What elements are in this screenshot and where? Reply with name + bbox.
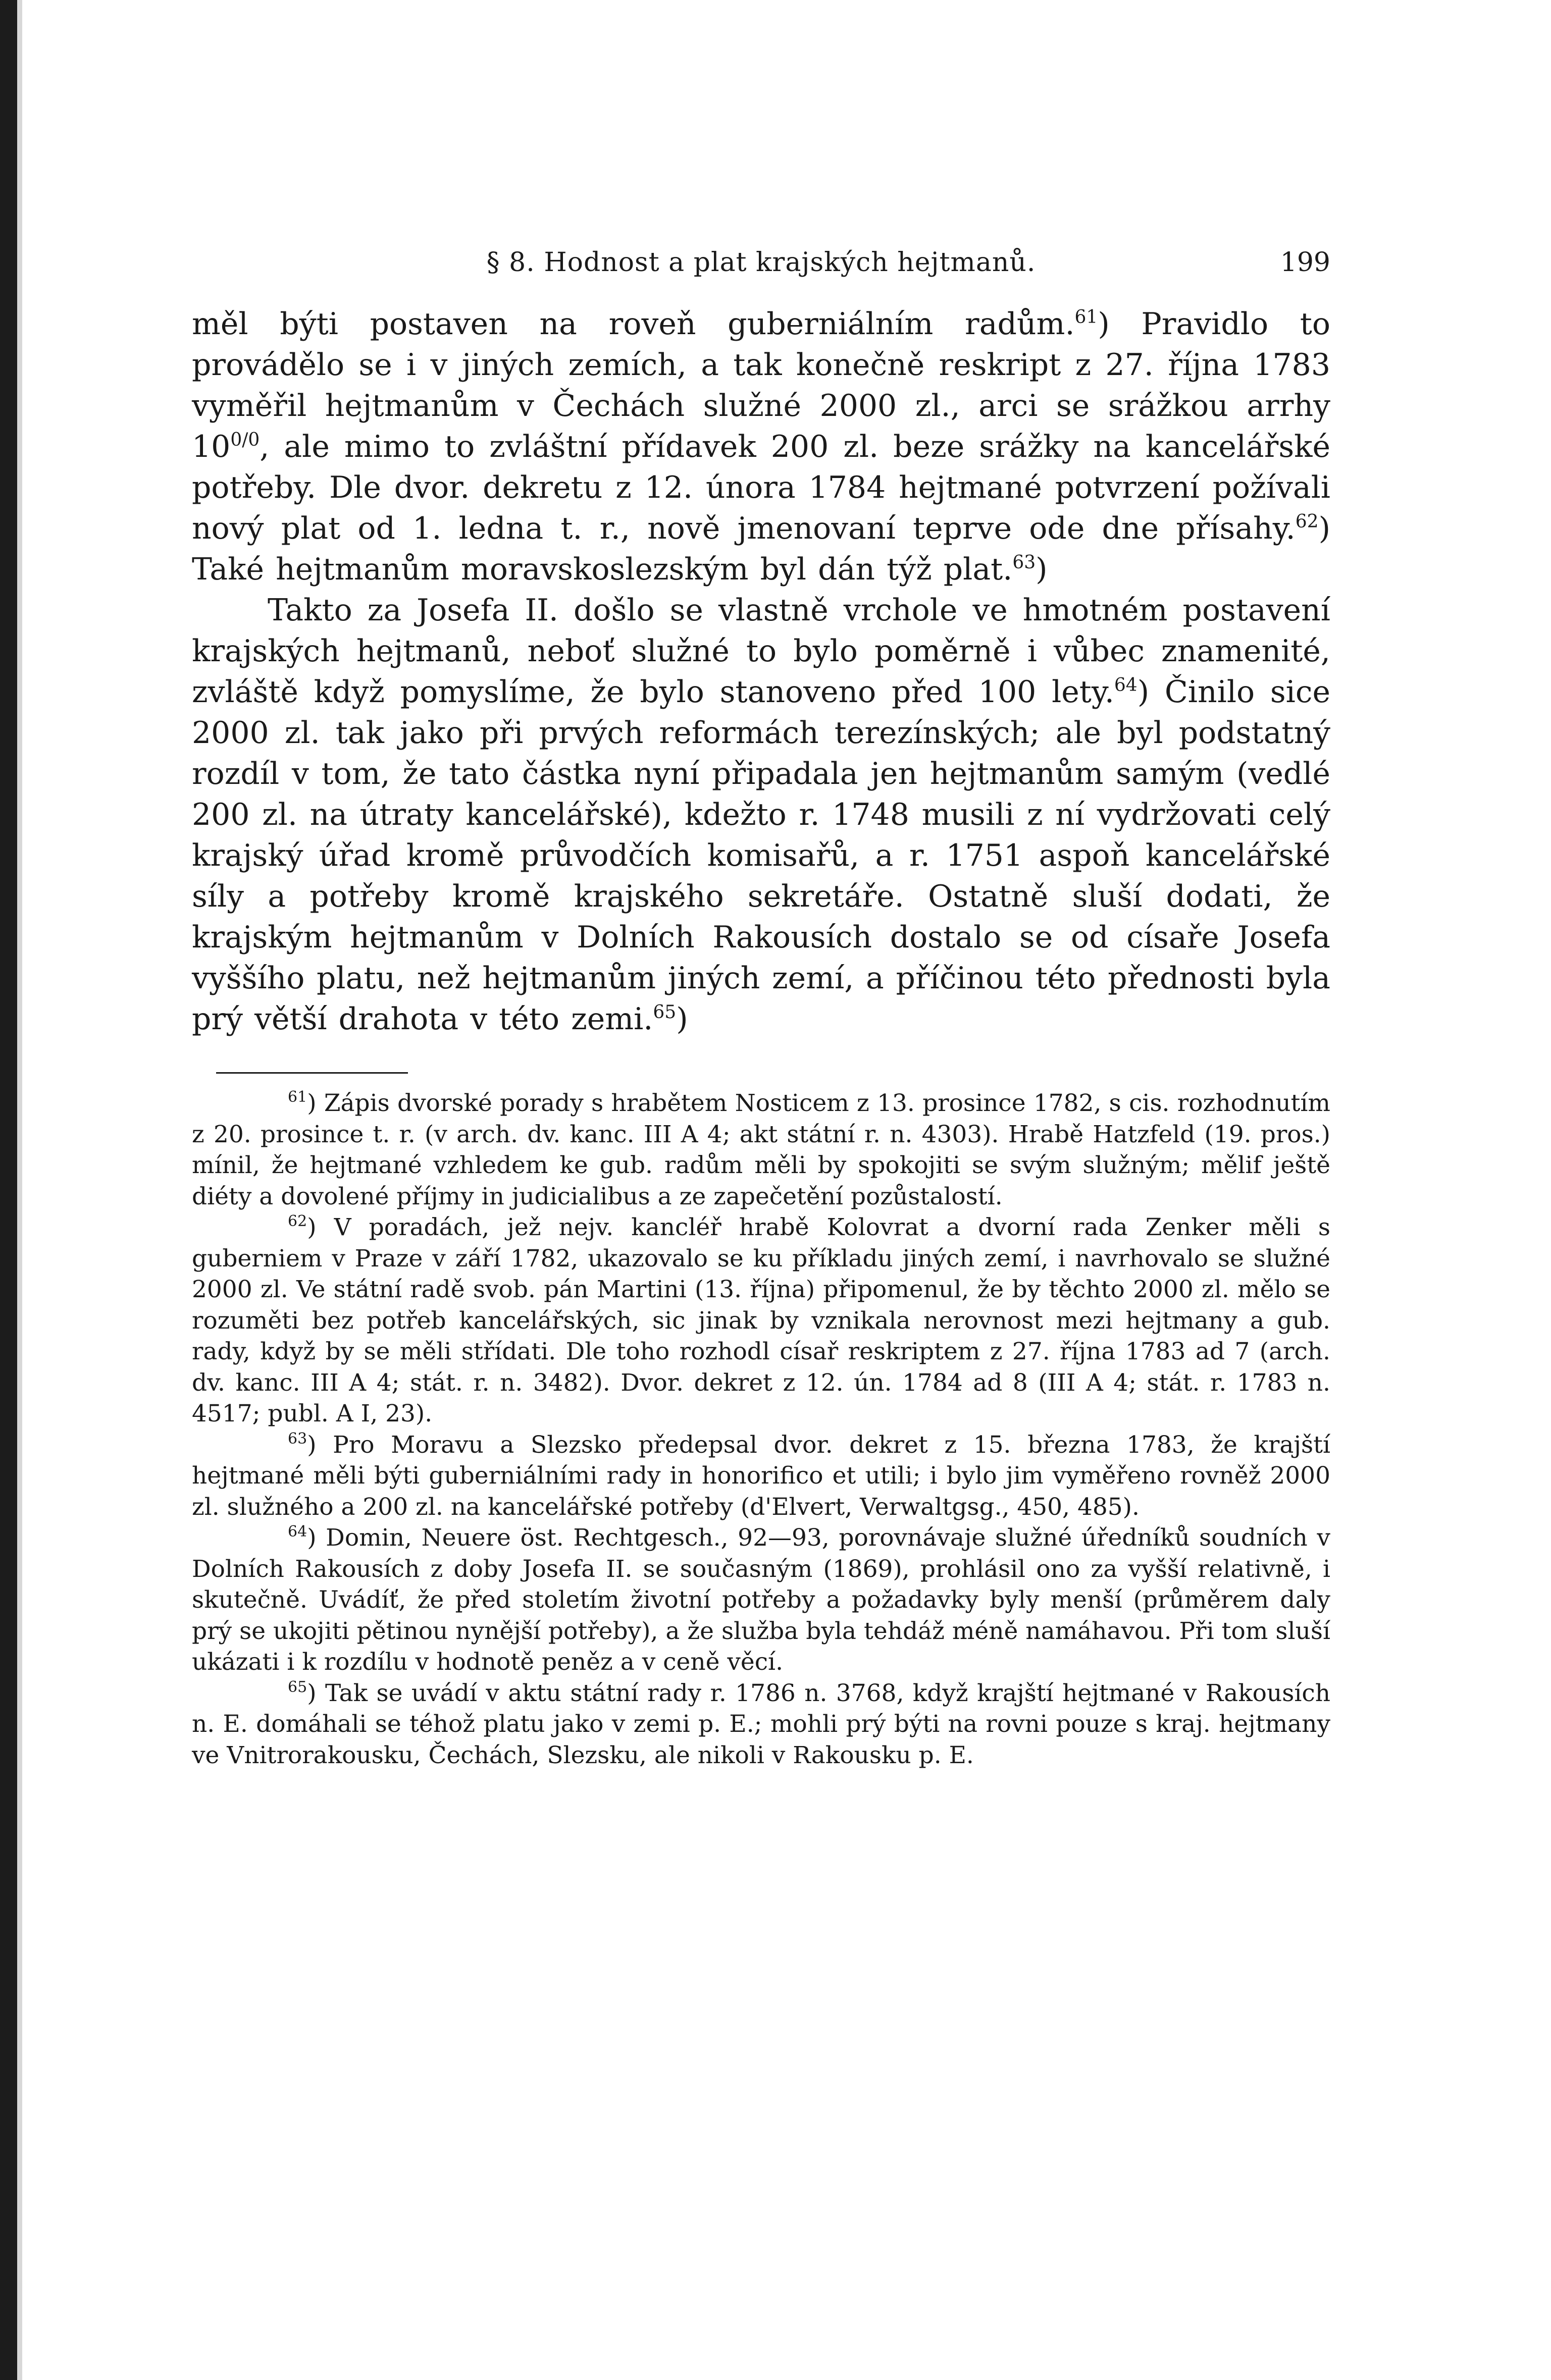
footnote-ref-62: 62 — [1295, 511, 1319, 532]
footnote-number: 63 — [288, 1430, 307, 1448]
text-run: ) Také hejtmanům moravskoslezským byl dán týž plat. — [192, 511, 1330, 587]
text-run: měl býti postaven na roveň guberniálním radům. — [192, 306, 1075, 342]
paragraph-1 — [192, 304, 1330, 590]
text-run: ) — [676, 1001, 688, 1037]
footnote-ref-61: 61 — [1074, 307, 1098, 328]
text-run: ) — [1036, 552, 1048, 587]
book-page — [192, 237, 1330, 1771]
footnote-divider — [216, 1072, 408, 1074]
scan-page-edge — [0, 0, 17, 2380]
footnote-number: 64 — [288, 1523, 307, 1541]
paragraph-2 — [192, 590, 1330, 1040]
text-run: ) Pravidlo to provádělo se i v jiných zemích, a tak konečně reskript z 27. října 1783 vyměřil hejtmanům v Čechách služné 2000 zl., arci se srážkou arrhy 10 — [192, 306, 1330, 464]
footnote-62 — [192, 1212, 1330, 1430]
footnote-text: ) V poradách, jež nejv. kancléř hrabě Kolovrat a dvorní rada Zenker měli s guberniem v Praze v září 1782, ukazovalo se ku příkladu jiných zemí, i navrhovalo se služné 2000 zl. Ve státní radě svob. pán Martini (13. října) připomenul, že by těchto 2000 zl. mělo se rozuměti bez potřeb kancelářských, sic jinak by vznikala nerovnost mezi hejtmany a gub. rady, když by se měli střídati. Dle toho rozhodl císař reskriptem z 27. října 1783 ad 7 (arch. dv. kanc. III A 4; stát. r. n. 3482). Dvor. dekret z 12. ún. 1784 ad 8 (III A 4; stát. r. 1783 n. 4517; publ. A I, 23). — [192, 1213, 1330, 1427]
footnote-ref-64: 64 — [1114, 675, 1138, 696]
scan-page-edge-shadow — [17, 0, 22, 2380]
footnote-ref-63: 63 — [1012, 552, 1036, 573]
footnote-number: 65 — [288, 1678, 307, 1696]
percent-sign: 0/0 — [230, 430, 260, 450]
page-number: 199 — [1280, 247, 1330, 278]
footnote-65 — [192, 1678, 1330, 1771]
footnote-number: 62 — [288, 1212, 307, 1230]
page-header — [192, 237, 1330, 288]
footnote-text: ) Tak se uvádí v aktu státní rady r. 1786 n. 3768, když krajští hejtmané v Rakousích n. E. domáhali se téhož platu jako v zemi p. E.; mohli prý býti na rovni pouze s kraj. hejtmany ve Vnitrorakousku, Čechách, Slezsku, ale nikoli v Rakousku p. E. — [192, 1679, 1330, 1769]
footnote-text: ) Zápis dvorské porady s hrabětem Nosticem z 13. prosince 1782, s cis. rozhodnutím z 20. prosince t. r. (v arch. dv. kanc. III A 4; akt státní r. n. 4303). Hrabě Hatzfeld (19. pros.) mínil, že hejtmané vzhledem ke gub. radům měli by spokojiti se svým služným; mělif ještě diéty a dovolené příjmy in judicialibus a ze zapečetění pozůstalostí. — [192, 1089, 1330, 1210]
footnote-ref-65: 65 — [653, 1002, 677, 1023]
footnote-61 — [192, 1088, 1330, 1212]
main-text — [192, 304, 1330, 1040]
footnotes — [192, 1088, 1330, 1771]
footnote-text: ) Domin, Neuere öst. Rechtgesch., 92—93, porovnávaje služné úředníků soudních v Dolních Rakousích z doby Josefa II. se současným (1869), prohlásil ono za vyšší relativně, i skutečně. Uvádíť, že před stoletím životní potřeby a požadavky byly menší (průměrem daly prý se ukojiti pětinou nynější potřeby), a že služba byla tehdáž méně namáhavou. Při tom sluší ukázati i k rozdílu v hodnotě peněz a v ceně věcí. — [192, 1524, 1330, 1676]
footnote-text: ) Pro Moravu a Slezsko předepsal dvor. dekret z 15. března 1783, že krajští hejtmané měli býti guberniálními rady in honorifico et utili; i bylo jim vyměřeno rovněž 2000 zl. služného a 200 zl. na kancelářské potřeby (d'Elvert, Verwaltgsg., 450, 485). — [192, 1431, 1330, 1521]
running-title: § 8. Hodnost a plat krajských hejtmanů. — [486, 247, 1036, 278]
text-run: Takto za Josefa II. došlo se vlastně vrchole ve hmotném postavení krajských hejtmanů, neboť služné to bylo poměrně i vůbec znamenité, zvláště když pomyslíme, že bylo stanoveno před 100 lety. — [192, 593, 1330, 710]
footnote-64 — [192, 1522, 1330, 1678]
text-run: ) Činilo sice 2000 zl. tak jako při prvých reformách terezínských; ale byl podstatný rozdíl v tom, že tato částka nyní připadala jen hejtmanům samým (vedlé 200 zl. na útraty kancelářské), kdežto r. 1748 musili z ní vydržovati celý krajský úřad kromě průvodčích komisařů, a r. 1751 aspoň kancelářské síly a potřeby kromě krajského sekretáře. Ostatně sluší dodati, že krajským hejtmanům v Dolních Rakousích dostalo se od císaře Josefa vyššího platu, než hejtmanům jiných zemí, a příčinou této přednosti byla prý větší drahota v této zemi. — [192, 674, 1330, 1037]
footnote-number: 61 — [288, 1088, 307, 1106]
text-run: , ale mimo to zvláštní přídavek 200 zl. beze srážky na kancelářské potřeby. Dle dvor. dekretu z 12. února 1784 hejtmané potvrzení požívali nový plat od 1. ledna t. r., nově jmenovaní teprve ode dne přísahy. — [192, 429, 1330, 546]
footnote-63 — [192, 1430, 1330, 1523]
